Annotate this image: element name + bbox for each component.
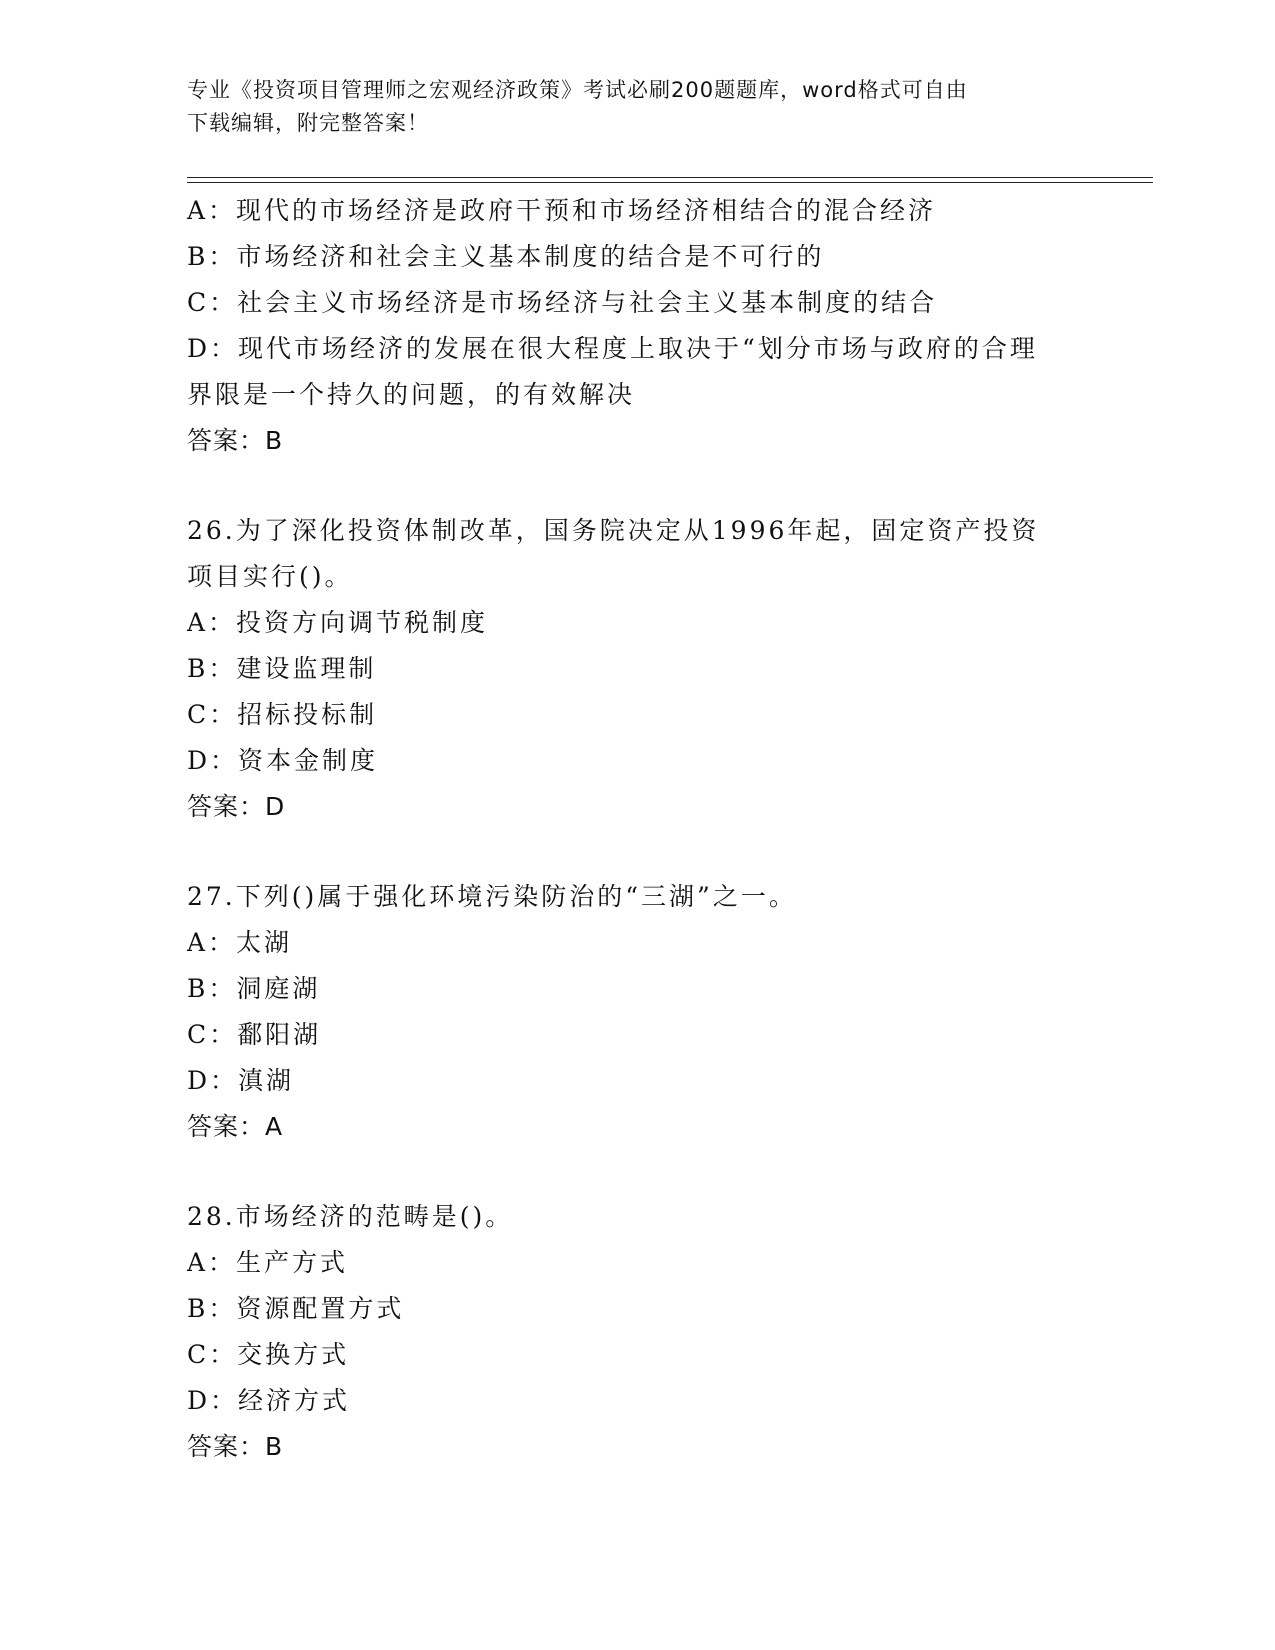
option-c: C：招标投标制 bbox=[187, 700, 378, 729]
option-b: B：资源配置方式 bbox=[187, 1294, 405, 1323]
option-a: A：现代的市场经济是政府干预和市场经济相结合的混合经济 bbox=[187, 196, 937, 225]
option-d: D：资本金制度 bbox=[187, 746, 379, 775]
option-a: A：太湖 bbox=[187, 928, 293, 957]
option-b: B：建设监理制 bbox=[187, 654, 377, 683]
answer-label: 答案：B bbox=[187, 426, 284, 455]
answer-label: 答案：A bbox=[187, 1112, 284, 1141]
question-26 bbox=[187, 508, 1087, 830]
option-c: C：交换方式 bbox=[187, 1340, 350, 1369]
question-stem: 28.市场经济的范畴是()。 bbox=[187, 1202, 514, 1231]
question-stem: 27.下列()属于强化环境污染防治的“三湖”之一。 bbox=[187, 882, 797, 911]
header-line-2: 下载编辑，附完整答案！ bbox=[187, 111, 429, 135]
option-d: D：现代市场经济的发展在很大程度上取决于“划分市场与政府的合理 bbox=[187, 334, 1038, 363]
answer-label: 答案：D bbox=[187, 792, 286, 821]
option-d: D：滇湖 bbox=[187, 1066, 295, 1095]
question-25 bbox=[187, 188, 1087, 464]
option-d-continued: 界限是一个持久的问题，的有效解决 bbox=[187, 380, 636, 409]
question-27 bbox=[187, 874, 1087, 1150]
header-line-1: 专业《投资项目管理师之宏观经济政策》考试必刷200题题库，word格式可自由 bbox=[187, 78, 968, 102]
option-c: C：社会主义市场经济是市场经济与社会主义基本制度的结合 bbox=[187, 288, 938, 317]
option-a: A：生产方式 bbox=[187, 1248, 349, 1277]
option-a: A：投资方向调节税制度 bbox=[187, 608, 489, 637]
question-stem: 26.为了深化投资体制改革，国务院决定从1996年起，固定资产投资 bbox=[187, 516, 1040, 545]
spacer bbox=[187, 1150, 1087, 1194]
question-list bbox=[187, 188, 1087, 1470]
header-divider-top bbox=[187, 177, 1153, 178]
option-b: B：洞庭湖 bbox=[187, 974, 321, 1003]
question-28 bbox=[187, 1194, 1087, 1470]
spacer bbox=[187, 464, 1087, 508]
document-header bbox=[187, 74, 1087, 140]
spacer bbox=[187, 830, 1087, 874]
answer-label: 答案：B bbox=[187, 1432, 284, 1461]
header-divider-bottom bbox=[187, 182, 1153, 183]
option-b: B：市场经济和社会主义基本制度的结合是不可行的 bbox=[187, 242, 825, 271]
option-c: C：鄱阳湖 bbox=[187, 1020, 322, 1049]
option-d: D：经济方式 bbox=[187, 1386, 351, 1415]
question-stem-continued: 项目实行()。 bbox=[187, 562, 353, 591]
